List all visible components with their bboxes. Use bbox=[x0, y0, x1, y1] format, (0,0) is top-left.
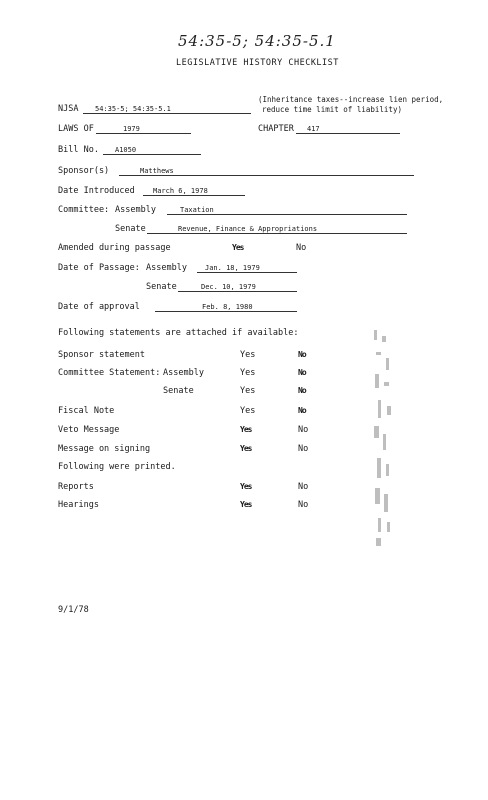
statement-label: Fiscal Note bbox=[58, 406, 115, 416]
statement-label: Sponsor statement bbox=[58, 350, 145, 360]
passage-senate-value: Dec. 10, 1979 bbox=[201, 283, 256, 291]
printed-label: Reports bbox=[58, 482, 94, 492]
statement-yes: Yes bbox=[240, 386, 256, 396]
committee-assembly-value: Taxation bbox=[180, 206, 214, 214]
statement-label: Veto Message bbox=[58, 425, 120, 435]
laws-of-value: 1979 bbox=[123, 125, 140, 133]
committee-label: Committee: bbox=[58, 205, 110, 215]
printed-yes: Yes bbox=[240, 482, 252, 491]
statement-no: No bbox=[298, 386, 306, 395]
laws-of-line bbox=[96, 124, 191, 134]
date-introduced-label: Date Introduced bbox=[58, 186, 135, 196]
amended-label: Amended during passage bbox=[58, 243, 171, 253]
amended-yes: Yes bbox=[232, 243, 244, 252]
amended-no: No bbox=[296, 243, 307, 253]
statement-yes: Yes bbox=[240, 406, 256, 416]
handwritten-header: 54:35-5; 54:35-5.1 bbox=[178, 32, 336, 50]
printed-label: Hearings bbox=[58, 500, 99, 510]
passage-assembly-value: Jan. 18, 1979 bbox=[205, 264, 260, 272]
committee-senate-value: Revenue, Finance & Appropriations bbox=[178, 225, 318, 233]
statement-sub-label: Senate bbox=[163, 386, 194, 396]
statement-label: Committee Statement: bbox=[58, 368, 161, 378]
bill-no-value: A1050 bbox=[115, 146, 137, 154]
statement-yes: Yes bbox=[240, 425, 252, 434]
date-introduced-value: March 6, 1978 bbox=[153, 187, 208, 195]
statement-no: No bbox=[298, 444, 309, 454]
printed-no: No bbox=[298, 500, 309, 510]
statement-yes: Yes bbox=[240, 368, 256, 378]
chapter-value: 417 bbox=[307, 125, 320, 133]
note-line2: reduce time limit of liability) bbox=[262, 105, 402, 114]
statements-header: Following statements are attached if available: bbox=[58, 328, 299, 338]
bill-no-label: Bill No. bbox=[58, 145, 99, 155]
statement-no: No bbox=[298, 368, 306, 377]
laws-of-label: LAWS OF bbox=[58, 124, 94, 134]
footer-date: 9/1/78 bbox=[58, 605, 89, 615]
statement-yes: Yes bbox=[240, 350, 256, 360]
statement-no: No bbox=[298, 406, 306, 415]
statement-no: No bbox=[298, 350, 306, 359]
statement-no: No bbox=[298, 425, 309, 435]
note-line1: (Inheritance taxes--increase lien period, bbox=[258, 95, 444, 104]
statement-sub-label: Assembly bbox=[163, 368, 204, 378]
printed-no: No bbox=[298, 482, 309, 492]
archive-stamp-graphic bbox=[370, 322, 400, 554]
printed-header: Following were printed. bbox=[58, 462, 176, 472]
statement-yes: Yes bbox=[240, 444, 252, 453]
statement-label: Message on signing bbox=[58, 444, 151, 454]
committee-senate-label: Senate bbox=[115, 224, 146, 234]
passage-senate-label: Senate bbox=[146, 282, 177, 292]
approval-value: Feb. 8, 1980 bbox=[202, 303, 253, 311]
passage-assembly-label: Assembly bbox=[146, 263, 187, 273]
passage-label: Date of Passage: bbox=[58, 263, 140, 273]
njsa-label: NJSA bbox=[58, 104, 79, 114]
njsa-value: 54:35-5; 54:35-5.1 bbox=[95, 105, 171, 113]
sponsors-value: Matthews bbox=[140, 167, 174, 175]
printed-yes: Yes bbox=[240, 500, 252, 509]
approval-label: Date of approval bbox=[58, 302, 140, 312]
page-title: LEGISLATIVE HISTORY CHECKLIST bbox=[176, 58, 339, 68]
sponsors-label: Sponsor(s) bbox=[58, 166, 110, 176]
committee-assembly-label: Assembly bbox=[115, 205, 156, 215]
chapter-label: CHAPTER bbox=[258, 124, 294, 134]
